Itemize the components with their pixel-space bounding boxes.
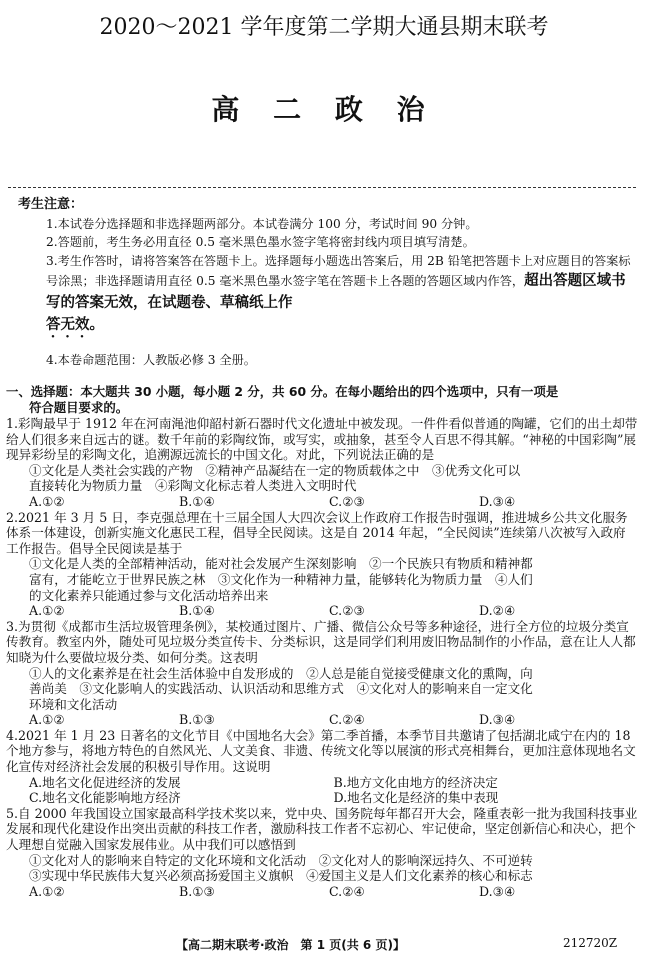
option-c: C.②④ bbox=[329, 883, 365, 899]
answer-options bbox=[6, 712, 638, 728]
option-a: A.①② bbox=[29, 493, 65, 509]
question-stem: 1.彩陶最早于 1912 年在河南渑池仰韶村新石器时代文化遗址中被发现。一件件看似普通的陶罐，它们的出土却带给人们很多来自远古的谜。数千年前的彩陶纹饰，或写实，或抽象，甚至令人百思不得其解。“神秘的中国彩陶”展现异彩纷呈的彩陶文化，追溯源远流长的中国文化。对此，下列说法正确的是 bbox=[6, 416, 638, 463]
option-d: D.地名文化是经济的集中表现 bbox=[333, 790, 499, 806]
question-2 bbox=[6, 510, 638, 619]
option-c: C.②③ bbox=[329, 493, 365, 509]
answer-options bbox=[6, 790, 638, 806]
option-b: B.①④ bbox=[179, 603, 215, 619]
footer-page-info: 【高二期末联考·政治 第 1 页(共 6 页)】 bbox=[176, 938, 405, 952]
question-choice-line: ③实现中华民族伟大复兴必须高扬爱国主义旗帜 ④爱国主义是人们文化素养的核心和标志 bbox=[29, 868, 533, 884]
answer-options bbox=[6, 603, 638, 619]
question-choice-line: 环境和文化活动 bbox=[29, 696, 118, 712]
subject-title: 高 二 政 治 bbox=[211, 93, 437, 126]
option-b: B.①④ bbox=[179, 493, 215, 509]
option-d: D.②④ bbox=[479, 603, 516, 619]
section-line: 符合题目要求的。 bbox=[29, 400, 129, 415]
option-c: C.②③ bbox=[329, 603, 365, 619]
question-stem: 3.为贯彻《成都市生活垃圾管理条例》，某校通过图片、广播、微信公众号等多种途径，进行全方位的垃圾分类宣传教育。教室内外，随处可见垃圾分类宣传卡、分类标识，这是同学们利用废旧物品制作的小作品，意在让人人都知晓为什么要做垃圾分类、如何分类。这表明 bbox=[6, 618, 636, 665]
option-d: D.③④ bbox=[479, 712, 516, 728]
option-c: C.②④ bbox=[329, 712, 365, 728]
notice-emphasis: 答无效。 bbox=[46, 317, 104, 334]
notice-title: 考生注意： bbox=[18, 197, 84, 212]
question-choice-line: ①文化是人类社会实践的产物 ②精神产品凝结在一定的物质载体之中 ③优秀文化可以 bbox=[29, 462, 521, 478]
answer-options bbox=[6, 884, 638, 900]
answer-options bbox=[6, 775, 638, 791]
question-choice-line: ①文化是人类的全部精神活动，能对社会发展产生深刻影响 ②一个民族只有物质和精神都 bbox=[29, 556, 533, 572]
question-choice-line: 的文化素养只能通过参与文化活动培养出来 bbox=[29, 587, 269, 603]
option-b: B.①③ bbox=[179, 883, 215, 899]
question-3 bbox=[6, 619, 638, 728]
divider-line bbox=[8, 187, 636, 188]
notice-item bbox=[18, 252, 638, 342]
question-choice-line: 善尚美 ③文化影响人的实践活动、认识活动和思维方式 ④文化对人的影响来自一定文化 bbox=[29, 681, 533, 697]
option-b: B.①③ bbox=[179, 712, 215, 728]
question-choice-line: 富有，才能屹立于世界民族之林 ③文化作为一种精神力量，能够转化为物质力量 ④人们 bbox=[29, 571, 533, 587]
option-d: D.③④ bbox=[479, 493, 516, 509]
question-choice-line: ①文化对人的影响来自特定的文化环境和文化活动 ②文化对人的影响深远持久、不可逆转 bbox=[29, 852, 533, 868]
option-c: C.地名文化能影响地方经济 bbox=[29, 790, 181, 806]
question-list bbox=[6, 416, 638, 899]
answer-options bbox=[6, 494, 638, 510]
question-choice-line: ①人的文化素养是在社会生活体验中自发形成的 ②人总是能自觉接受健康文化的熏陶，向 bbox=[29, 665, 533, 681]
question-5 bbox=[6, 806, 638, 900]
section-line: 一、选择题：本大题共 30 小题，每小题 2 分，共 60 分。在每小题给出的四个选项中，只有一项是 bbox=[6, 384, 559, 399]
notice-emphasis: 超出答题区域书写的答案无效，在试题卷、草稿纸上作 bbox=[46, 273, 626, 312]
option-a: A.①② bbox=[29, 603, 65, 619]
option-a: A.①② bbox=[29, 883, 65, 899]
question-4 bbox=[6, 728, 638, 806]
notice-item-text: 3.考生作答时，请将答案答在答题卡上。选择题每小题选出答案后，用 2B 铅笔把答题卡上对应题目的答案标号涂黑；非选择题请用直径 0.5 毫米黑色墨水签字笔在答题卡上各题的答题区域内作答， bbox=[46, 253, 631, 289]
exam-title: 2020～2021 学年度第二学期大通县期末联考 bbox=[99, 15, 549, 40]
question-stem: 2.2021 年 3 月 5 日，李克强总理在十三届全国人大四次会议上作政府工作报告时强调，推进城乡公共文化服务体系一体建设，创新实施文化惠民工程，倡导全民阅读。这是自 2014 年起，“全民阅读”连续第八次被写入政府工作报告。倡导全民阅读是基于 bbox=[6, 509, 628, 556]
option-a: A.地名文化促进经济的发展 bbox=[29, 774, 181, 790]
question-choice-line: 直接转化为物质力量 ④彩陶文化标志着人类进入文明时代 bbox=[29, 478, 357, 494]
section-heading bbox=[6, 384, 636, 416]
question-1 bbox=[6, 416, 638, 510]
option-d: D.③④ bbox=[479, 883, 516, 899]
option-b: B.地方文化由地方的经济决定 bbox=[333, 774, 498, 790]
notice-item: 4.本卷命题范围：人教版必修 3 全册。 bbox=[46, 353, 256, 368]
footer-code: 212720Z bbox=[563, 936, 618, 950]
question-stem: 4.2021 年 1 月 23 日著名的文化节目《中国地名大会》第二季首播，本季节目共邀请了包括湖北咸宁在内的 18 个地方参与，将地方特色的自然风光、人文美食、非遗、传统文化等以展演的形式亮相舞台，更加注意体现地名文化宣传对经济社会发展的积极引导作用。这说明 bbox=[6, 727, 636, 775]
notice-item: 1.本试卷分选择题和非选择题两部分。本试卷满分 100 分，考试时间 90 分钟。 bbox=[46, 216, 478, 231]
option-a: A.①② bbox=[29, 712, 65, 728]
exam-notice bbox=[18, 196, 638, 370]
notice-item: 2.答题前，考生务必用直径 0.5 毫米黑色墨水签字笔将密封线内项目填写清楚。 bbox=[46, 235, 475, 250]
question-stem: 5.自 2000 年我国设立国家最高科学技术奖以来，党中央、国务院每年都召开大会，隆重表彰一批为我国科技事业发展和现代化建设作出突出贡献的科技工作者，激励科技工作者不忘初心、牢记使命，坚定创新信心和决心，把个人理想自觉融入国家发展伟业。从中我们可以感悟到 bbox=[6, 805, 638, 853]
